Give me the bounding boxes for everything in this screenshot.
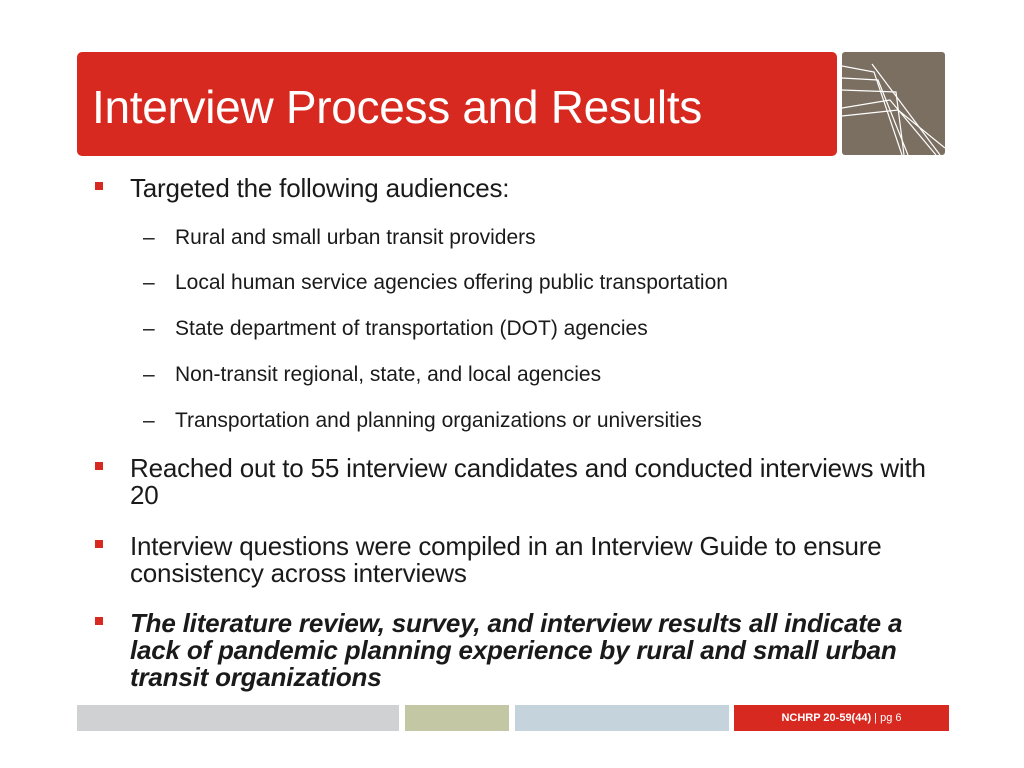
bullet-marker [95, 462, 103, 470]
logo-lines-icon [842, 52, 945, 155]
bullet-3: Interview questions were compiled in an Interview Guide to ensure consistency across interviews [130, 531, 882, 588]
bullet-marker [95, 617, 103, 625]
footer-bar-olive [405, 705, 509, 731]
bullet-marker [95, 182, 103, 190]
sub-bullet-dash: – [143, 317, 155, 340]
bullet-1: Targeted the following audiences: [130, 173, 510, 203]
sub-bullet-dash: – [143, 271, 155, 294]
bullet-4-emphasis: The literature review, survey, and interview results all indicate a lack of pandemic planning experience by rural and small urban transit organizations [130, 608, 903, 692]
sub-bullet-3: State department of transportation (DOT) agencies [175, 317, 648, 340]
logo [842, 52, 945, 155]
page-number: pg 6 [880, 712, 902, 724]
bullet-2: Reached out to 55 interview candidates and conducted interviews with 20 [130, 453, 926, 510]
sub-bullet-dash: – [143, 363, 155, 386]
sub-bullet-dash: – [143, 409, 155, 432]
sub-bullet-1: Rural and small urban transit providers [175, 226, 536, 249]
footer-bar-gray [77, 705, 399, 731]
sub-bullet-2: Local human service agencies offering public transportation [175, 271, 728, 294]
sub-bullet-4: Non-transit regional, state, and local agencies [175, 363, 602, 386]
bullet-marker [95, 540, 103, 548]
slide-title: Interview Process and Results [92, 81, 703, 133]
footer-page-label [734, 705, 949, 731]
sub-bullet-dash: – [143, 226, 155, 249]
footer-separator: | [871, 712, 881, 724]
title-bar [77, 52, 837, 156]
project-code: NCHRP 20-59(44) [781, 712, 872, 724]
footer-bar-blue [515, 705, 729, 731]
sub-bullet-5: Transportation and planning organizations or universities [175, 409, 702, 432]
